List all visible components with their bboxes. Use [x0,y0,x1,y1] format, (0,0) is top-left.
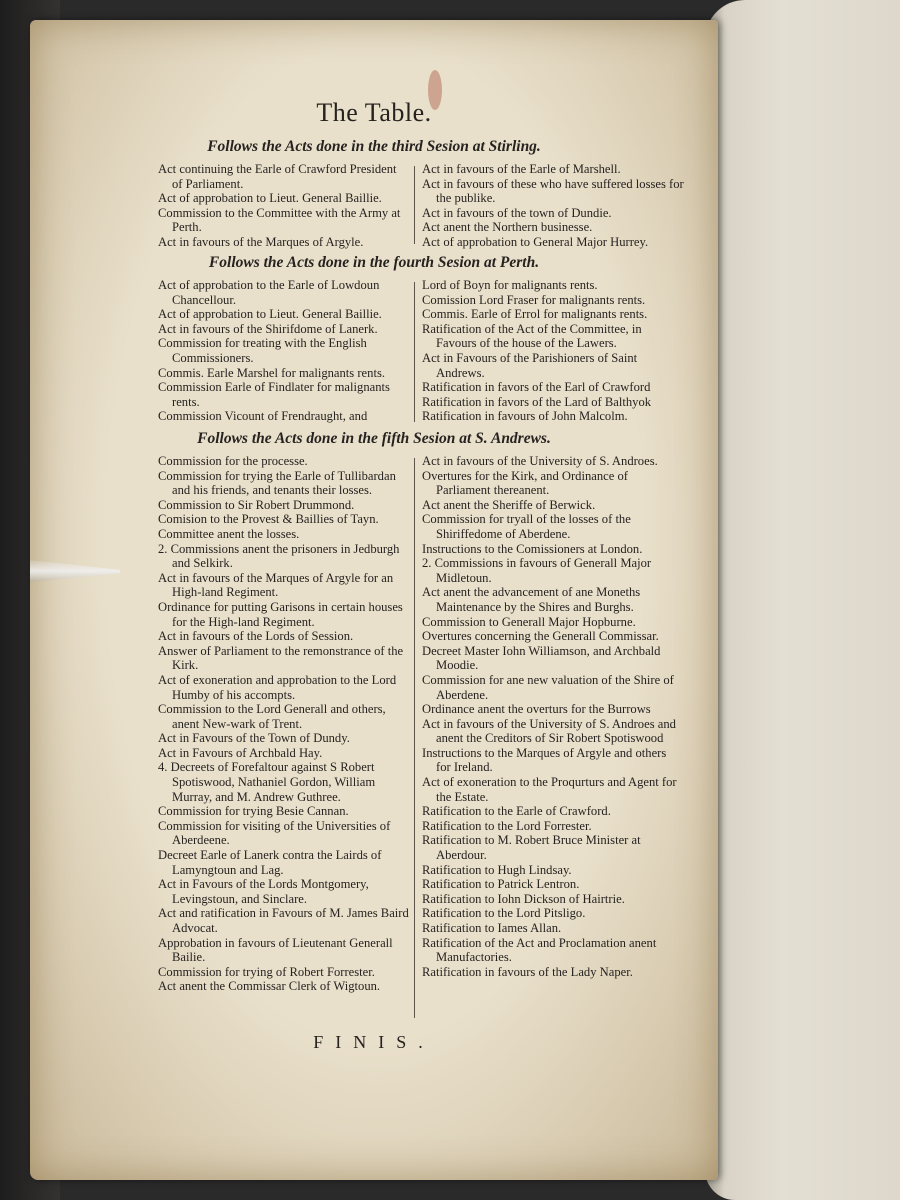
entry: Act anent the Commissar Clerk of Wigtoun. [158,979,381,994]
section-stirling-left [158,162,410,250]
entry: Act in favours of the town of Dundie. [422,205,612,220]
entry: Commission for trying of Robert Forrester. [158,964,375,979]
section-heading-st-andrews: Follows the Acts done in the fifth Sesion at S. Andrews. [197,430,551,447]
entry: Act in Favours of Archbald Hay. [158,745,323,760]
entry: Ratification to Hugh Lindsay. [422,862,572,877]
entry: Answer of Parliament to the remonstrance of the Kirk. [158,643,404,673]
column-rule [414,282,415,422]
section-perth-left [158,278,410,424]
entry: Commission for visiting of the Universities of Aberdeene. [158,818,391,848]
entry: 2. Commissions in favours of Generall Major Midletoun. [422,556,652,585]
entry: Ratification to M. Robert Bruce Minister at Aberdour. [422,833,641,863]
entry: Decreet Master Iohn Williamson, and Archbald Moodie. [422,643,661,673]
entry: Act and ratification in Favours of M. James Baird Advocat. [158,906,409,935]
entry: Ratification in favors of the Lard of Balthyok [422,394,652,409]
entry: Ratification to the Lord Forrester. [422,818,592,833]
column-rule [414,458,415,1018]
entry: Ratification to the Lord Pitsligo. [422,906,586,921]
entry: Act anent the Northern businesse. [422,220,593,235]
entry: Act in Favours of the Lords Montgomery, Levingstoun, and Sinclare. [158,877,369,906]
entry: Commission for ane new valuation of the Shire of Aberdene. [422,672,674,702]
entry: Commission Vicount of Frendraught, and [158,409,368,424]
entry: Act anent the Sheriffe of Berwick. [422,497,596,512]
entry: Commission to Sir Robert Drummond. [158,497,355,512]
entry: Ratification in favours of John Malcolm. [422,409,628,424]
column-rule [414,166,415,244]
entry: 4. Decreets of Forefaltour against S Robert Spotiswood, Nathaniel Gordon, William Murray, and M. Andrew Guthree. [158,760,376,804]
entry: Commission to Generall Major Hopburne. [422,614,636,629]
entry: Committee anent the losses. [158,526,300,541]
entry: Instructions to the Comissioners at London. [422,541,643,556]
section-heading-perth: Follows the Acts done in the fourth Sesion at Perth. [208,254,540,271]
entry: Ratification to Patrick Lentron. [422,877,580,892]
entry: Ratification of the Act and Proclamation anent Manufactories. [422,935,657,965]
entry: Act anent the advancement of ane Moneths Maintenance by the Shires and Burghs. [422,585,641,614]
entry: Instructions to the Marques of Argyle and others for Ireland. [422,745,667,775]
entry: Act of approbation to General Major Hurrey. [422,234,649,249]
finis: FINIS. [313,1032,435,1052]
entry: Act continuing the Earle of Crawford President of Parliament. [158,162,397,191]
section-perth-right [422,278,684,424]
bookmark-thread [30,560,120,582]
entry: Commission Earle of Findlater for malignants rents. [158,380,390,409]
entry: Act in Favours of the Parishioners of Saint Andrews. [422,350,638,380]
section-stirling-right [422,162,684,250]
entry: Ordinance for putting Garisons in certain houses for the High-land Regiment. [158,599,403,629]
entry: Ordinance anent the overturs for the Burrows [422,702,651,717]
entry: Act in favours of the Earle of Marshell. [422,162,621,176]
entry: Comision to the Provest & Baillies of Tayn. [158,512,379,527]
entry: Overtures for the Kirk, and Ordinance of Parliament thereanent. [422,468,628,498]
section-st-andrews-right [422,454,684,979]
entry: Commission to the Lord Generall and others, anent New-wark of Trent. [158,702,386,731]
facing-page [705,0,900,1200]
section-st-andrews-left [158,454,410,994]
entry: Act in Favours of the Town of Dundy. [158,731,350,746]
entry: Commis. Earle Marshel for malignants rents. [158,365,385,380]
entry: Ratification of the Act of the Committee, in Favours of the house of the Lawers. [422,321,642,351]
entry: Act in favours of the Lords of Session. [158,629,354,644]
entry: Act in favours of the University of S. Androes and anent the Creditors of Sir Robert Spotiswood [422,716,676,746]
entry: Act of approbation to the Earle of Lowdoun Chancellour. [158,278,380,307]
entry: Decreet Earle of Lanerk contra the Lairds of Lamyngtoun and Lag. [158,848,382,877]
entry: Commission for tryall of the losses of the Shiriffedome of Aberdene. [422,512,631,541]
entry: Commission for treating with the English Commissioners. [158,336,367,365]
entry: Act of exoneration to the Proqurturs and Agent for the Estate. [422,775,677,804]
entry: Act in favours of the University of S. Androes. [422,454,658,468]
book-page [30,20,718,1180]
entry: Ratification in favours of the Lady Naper. [422,964,633,979]
entry: Act in favours of these who have suffered losses for the publike. [422,176,684,206]
section-heading-stirling: Follows the Acts done in the third Sesion at Stirling. [207,138,541,155]
entry: Overtures concerning the Generall Commissar. [422,629,659,644]
entry: Act of exoneration and approbation to the Lord Humby of his accompts. [158,672,397,702]
entry: Act of approbation to Lieut. General Baillie. [158,191,382,206]
entry: Act in favours of the Shirifdome of Lanerk. [158,321,378,336]
entry: Ratification in favors of the Earl of Crawford [422,380,651,395]
entry: 2. Commissions anent the prisoners in Jedburgh and Selkirk. [158,541,400,571]
entry: Act of approbation to Lieut. General Baillie. [158,307,382,322]
entry: Act in favours of the Marques of Argyle for an High-land Regiment. [158,570,394,600]
entry: Commis. Earle of Errol for malignants rents. [422,307,648,322]
entry: Ratification to Iames Allan. [422,921,562,935]
page-title: The Table. [316,98,432,127]
entry: Commission for trying the Earle of Tullibardan and his friends, and tenants their losses. [158,468,396,498]
entry: Ratification to Iohn Dickson of Hairtrie. [422,891,625,906]
entry: Approbation in favours of Lieutenant Generall Bailie. [158,935,393,965]
entry: Commission for the processe. [158,454,308,468]
entry: Commission for trying Besie Cannan. [158,804,349,819]
entry: Comission Lord Fraser for malignants rents. [422,292,646,307]
entry: Ratification to the Earle of Crawford. [422,804,611,819]
entry: Commission to the Committee with the Army at Perth. [158,205,401,235]
entry: Lord of Boyn for malignants rents. [422,278,598,292]
entry: Act in favours of the Marques of Argyle. [158,234,364,249]
